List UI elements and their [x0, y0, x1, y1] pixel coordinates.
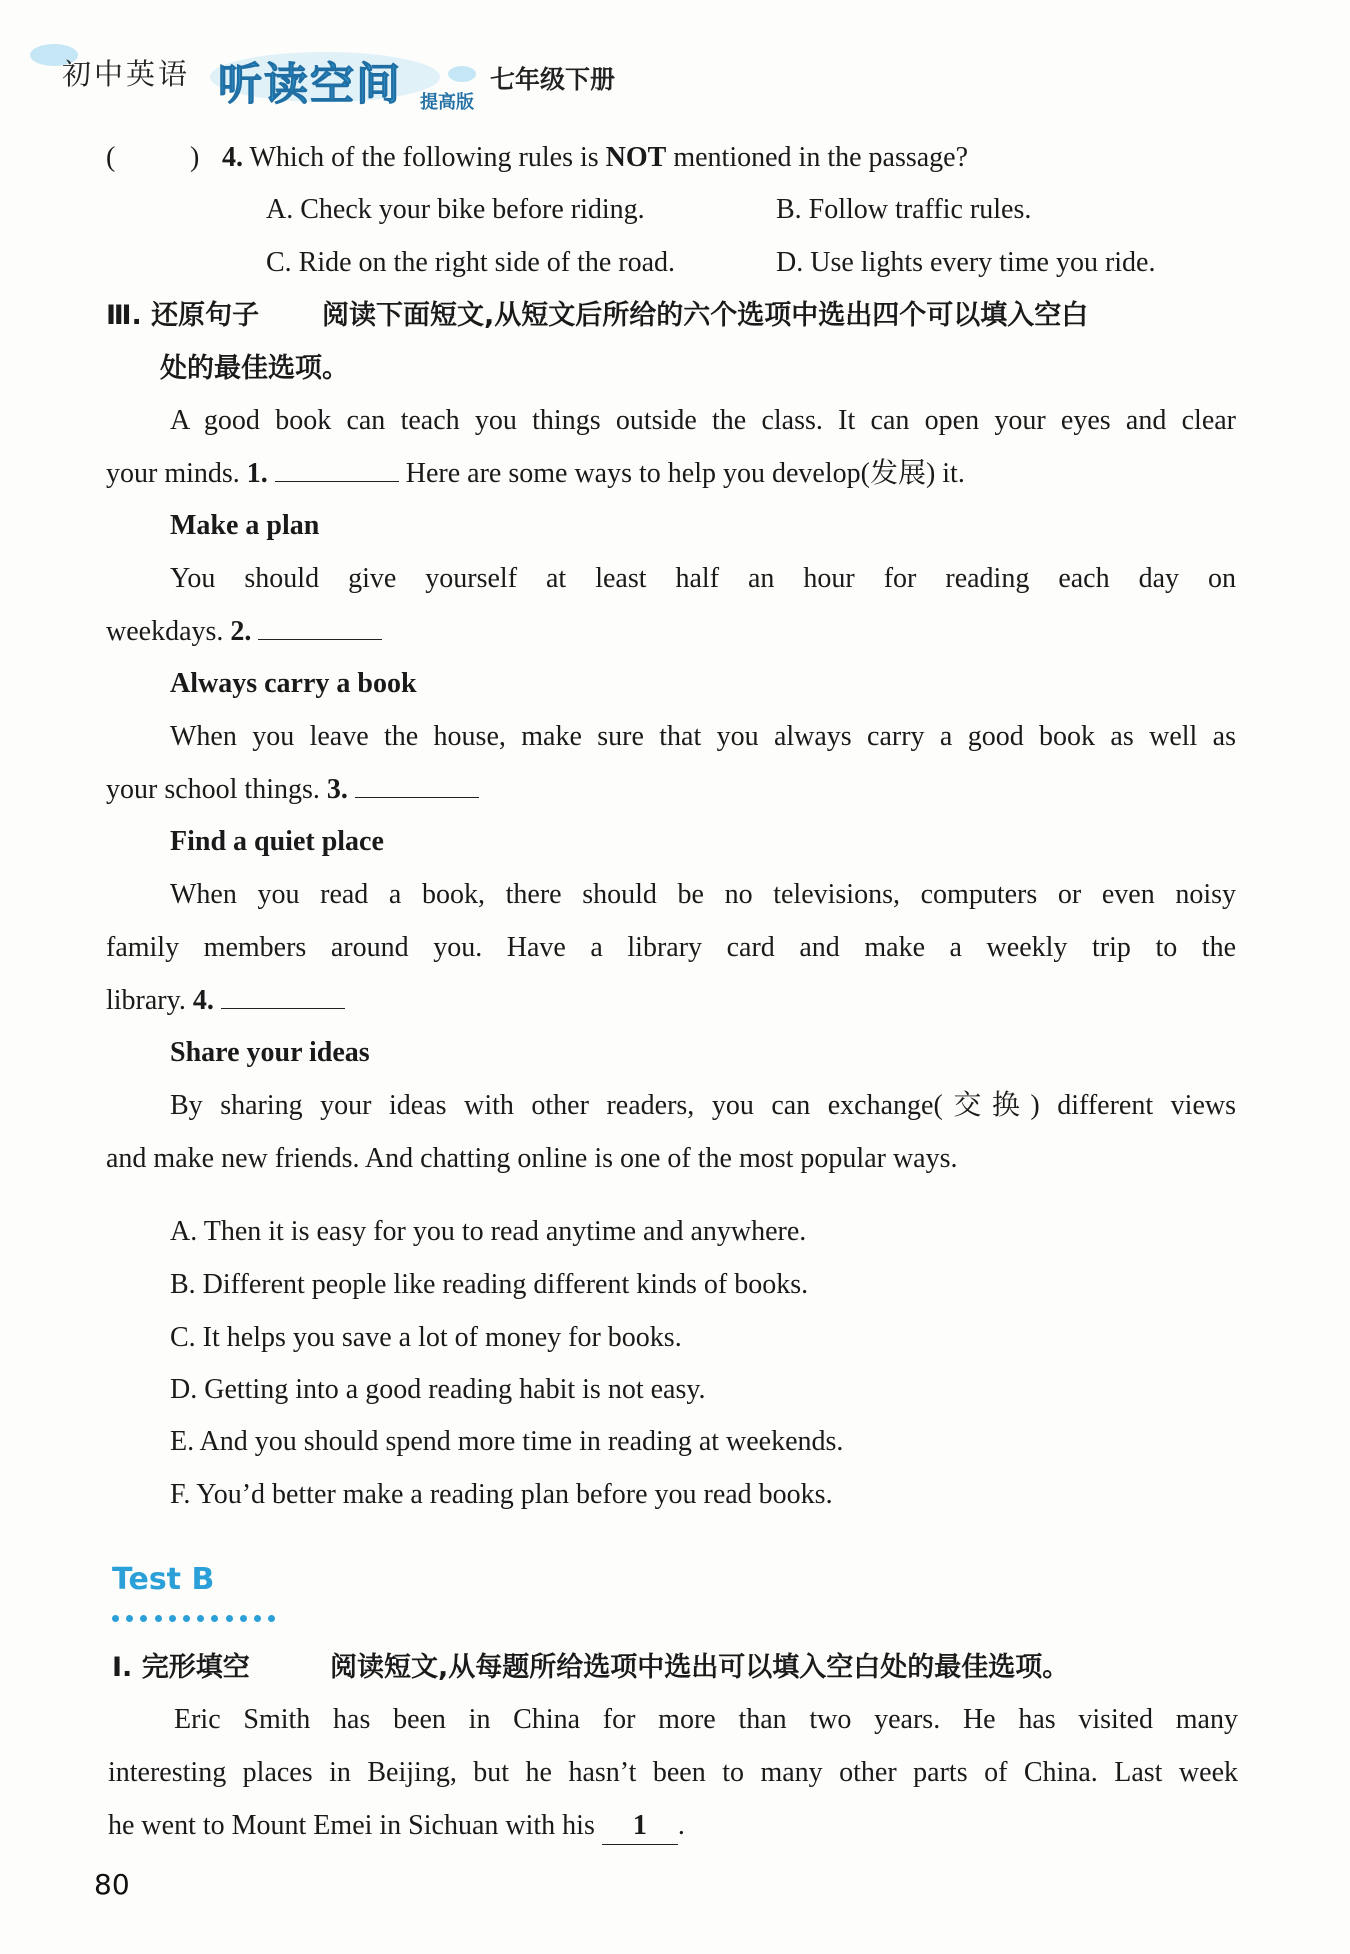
paragraph-line: By sharing your ideas with other readers, you can exchange(交换) different views [170, 1090, 1236, 1121]
subheading-share-ideas: Share your ideas [170, 1037, 370, 1068]
option-a: A. Check your bike before riding. [266, 194, 645, 225]
subheading-make-plan: Make a plan [170, 510, 320, 541]
edition-label: 提高版 [420, 92, 474, 113]
paragraph-line [106, 772, 479, 808]
answer-blank-2[interactable] [258, 615, 382, 640]
option-d: D. Use lights every time you ride. [776, 247, 1156, 278]
answer-blank-4[interactable] [221, 984, 345, 1009]
answer-paren-open: ( [106, 142, 116, 173]
section-instruction: 阅读下面短文,从短文后所给的六个选项中选出四个可以填入空白 [322, 300, 1089, 331]
subheading-quiet-place: Find a quiet place [170, 826, 384, 857]
text: . [677, 1810, 685, 1841]
paragraph-line [106, 456, 965, 492]
cloze-line [108, 1808, 685, 1845]
blank-number: 1. [246, 458, 268, 489]
stem-text: Which of the following rules is [249, 142, 606, 173]
brand-title: 听读空间 [218, 59, 402, 110]
series-label: 初中英语 [62, 57, 191, 91]
cloze-line: Eric Smith has been in China for more than two years. He has visited many [174, 1704, 1238, 1735]
cloze-section-label: Ⅰ. 完形填空 [112, 1652, 250, 1683]
dotted-underline [112, 1609, 292, 1617]
stem-text: mentioned in the passage? [666, 142, 969, 173]
text: your minds. [106, 458, 247, 489]
text: he went to Mount Emei in Sichuan with his [108, 1810, 602, 1841]
option-c: C. Ride on the right side of the road. [266, 247, 676, 278]
choice-c: C. It helps you save a lot of money for books. [170, 1322, 682, 1353]
section-label: Ⅲ. 还原句子 [106, 300, 260, 331]
text: Here are some ways to help you develop(发展) it. [398, 458, 965, 489]
cloud-decoration [448, 66, 476, 82]
paragraph-line [106, 983, 345, 1019]
blank-number: 3. [326, 774, 348, 805]
section-instruction-cont: 处的最佳选项。 [160, 353, 349, 384]
cloze-line: interesting places in Beijing, but he hasn’t been to many other parts of China. Last week [108, 1757, 1238, 1788]
grade-label: 七年级下册 [490, 65, 616, 94]
answer-paren-close: ) [190, 142, 200, 173]
paragraph-line: You should give yourself at least half an hour for reading each day on [170, 563, 1236, 594]
answer-blank-1[interactable] [275, 457, 399, 482]
cloze-blank-1[interactable]: 1 [602, 1808, 678, 1845]
choice-b: B. Different people like reading different kinds of books. [170, 1269, 809, 1300]
paragraph-line: and make new friends. And chatting online is one of the most popular ways. [106, 1143, 958, 1174]
paragraph-line: family members around you. Have a library card and make a weekly trip to the [106, 932, 1236, 963]
page-number: 80 [94, 1868, 130, 1901]
cloze-instruction: 阅读短文,从每题所给选项中选出可以填入空白处的最佳选项。 [330, 1652, 1070, 1683]
answer-blank-3[interactable] [355, 773, 479, 798]
paragraph-line: A good book can teach you things outside the class. It can open your eyes and clear [170, 405, 1236, 436]
blank-number: 4. [192, 985, 214, 1016]
text: your school things. [106, 774, 327, 805]
paragraph-line: When you read a book, there should be no televisions, computers or even noisy [170, 879, 1236, 910]
test-b-title: Test B [112, 1562, 215, 1597]
choice-d: D. Getting into a good reading habit is not easy. [170, 1374, 706, 1405]
paragraph-line: When you leave the house, make sure that you always carry a good book as well as [170, 721, 1236, 752]
text: library. [106, 985, 193, 1016]
paragraph-line [106, 614, 382, 650]
question-number: 4. [222, 142, 243, 173]
subheading-carry-book: Always carry a book [170, 668, 417, 699]
text: weekdays. [106, 616, 231, 647]
choice-f: F. You’d better make a reading plan before you read books. [170, 1479, 833, 1510]
blank-number: 2. [230, 616, 252, 647]
choice-a: A. Then it is easy for you to read anytime and anywhere. [170, 1216, 807, 1247]
option-b: B. Follow traffic rules. [776, 194, 1032, 225]
stem-emphasis: NOT [605, 142, 667, 173]
question-stem [222, 140, 968, 176]
choice-e: E. And you should spend more time in reading at weekends. [170, 1426, 844, 1457]
